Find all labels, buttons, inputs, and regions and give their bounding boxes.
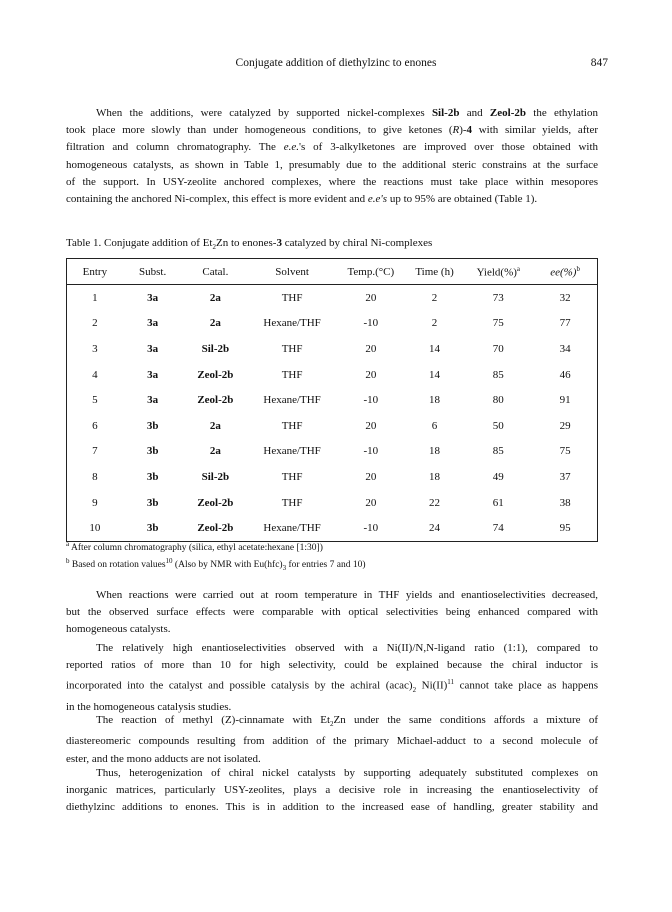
cell-catal: 2a [209,317,221,330]
cell-entry: 7 [92,445,98,458]
table-row [67,439,598,465]
cell-yield: 70 [492,342,504,355]
cell-yield: 73 [492,291,504,304]
cell-subst: 3a [147,291,159,304]
table-row [67,362,598,388]
cell-solvent: Hexane/THF [263,445,321,458]
col-catal: Catal. [183,259,249,285]
cell-catal: Zeol-2b [197,522,234,535]
para4-line-1: The reaction of methyl (Z)-cinnamate with $Et_2Zn$ under the same conditions affords a mixture of [96,714,598,729]
cell-ee: 37 [559,470,571,483]
table-row [67,413,598,439]
cell-time: 6 [431,419,438,432]
paragraph-5 [66,765,598,817]
table-row [67,311,598,337]
footnote-a: $^a$ After column chromatography (silica, ethyl acetate:hexane [1:30]) [66,540,323,554]
cell-entry: 6 [92,419,98,432]
cell-yield: 85 [492,445,504,458]
cell-temp: -10 [363,522,379,535]
cell-time: 14 [429,342,441,355]
col-solvent: Solvent [248,259,336,285]
table-body [67,285,598,542]
cell-solvent: THF [281,470,303,483]
footnote-b: $^b$ Based on rotation values$^{10}$ (Also by NMR with $Eu(hfc)_3$ for entries 7 and 10) [66,557,366,573]
cell-catal: 2a [209,445,221,458]
col-temp: Temp.(°C) [336,259,406,285]
cell-subst: 3a [147,368,159,381]
cell-yield: 74 [492,522,504,535]
para2-line-3: homogeneous catalysts. [66,623,171,636]
para2-line-2: but the observed surface effects were comparable with optical selectivities being enhanced compared with [66,606,598,619]
cell-yield: 61 [492,496,504,509]
cell-ee: 32 [559,291,571,304]
table-row [67,515,598,541]
para3-line-3: incorporated into the catalyst and possible catalysis by the achiral $(acac)_2$ Ni(II)$^{11}$ cannot take place as happens [66,678,598,695]
para1-line-4: homogeneous catalysts, as shown in Table 1, presumably due to the additional steric constrains at the surface [66,158,598,171]
cell-subst: 3b [146,470,159,483]
cell-temp: 20 [365,496,377,509]
col-time: Time (h) [406,259,464,285]
table-caption: Table 1. Conjugate addition of $Et_2Zn$ to enones-3 catalyzed by chiral Ni-complexes [66,237,433,252]
cell-time: 14 [429,368,441,381]
para1-line-3: filtration and column chromatography. The e.e.'s of 3-alkylketones are improved over those obtained with [66,141,598,154]
cell-entry: 8 [92,470,98,483]
cell-time: 2 [431,291,438,304]
cell-temp: 20 [365,470,377,483]
cell-time: 18 [429,445,441,458]
cell-solvent: THF [281,419,303,432]
cell-time: 18 [429,470,441,483]
cell-ee: 29 [559,419,571,432]
cell-catal: 2a [209,419,221,432]
cell-ee: 77 [559,317,571,330]
col-ee: ee(%)$^b$ [533,259,597,285]
cell-temp: -10 [363,317,379,330]
running-title: Conjugate addition of diethylzinc to enones [235,57,437,69]
cell-ee: 46 [559,368,571,381]
cell-subst: 3a [147,394,159,407]
cell-catal: Zeol-2b [197,394,234,407]
cell-time: 22 [429,496,441,509]
cell-subst: 3a [147,342,159,355]
cell-temp: 20 [365,419,377,432]
cell-yield: 85 [492,368,504,381]
cell-temp: -10 [363,394,379,407]
table-row [67,336,598,362]
cell-yield: 80 [492,394,504,407]
cell-yield: 50 [492,419,504,432]
cell-solvent: Hexane/THF [263,522,321,535]
cell-solvent: THF [281,291,303,304]
cell-time: 18 [429,394,441,407]
cell-temp: 20 [365,342,377,355]
cell-solvent: Hexane/THF [263,317,321,330]
table-header-row [67,259,598,285]
cell-entry: 5 [92,394,98,407]
col-subst: Subst. [123,259,183,285]
cell-solvent: THF [281,342,303,355]
col-entry: Entry [67,259,123,285]
cell-catal: Sil-2b [201,342,230,355]
paragraph-4 [66,712,598,768]
running-header [0,57,672,73]
cell-ee: 38 [559,496,571,509]
table-row [67,387,598,413]
para5-line-2: inorganic matrices, particularly USY-zeolites, plays a decisive role in increasing the enantioselectivity of [66,784,598,797]
para4-line-2: diastereomeric compounds resulting from addition of the primary Michael-adduct to a second molecule of [66,735,598,748]
cell-solvent: Hexane/THF [263,394,321,407]
paragraph-3 [66,640,598,717]
para1-line-2: took place more slowly than under homogeneous conditions, to give ketones (R)-4 with similar yields, after [66,124,599,137]
cell-time: 2 [431,317,438,330]
cell-temp: 20 [365,368,377,381]
cell-entry: 4 [92,368,98,381]
col-yield: Yield(%)$^a$ [463,259,533,285]
cell-ee: 95 [559,522,571,535]
para3-line-1: The relatively high enantioselectivities observed with a Ni(II)/N,N-ligand ratio (1:1), compared to [96,642,598,654]
cell-temp: -10 [363,445,379,458]
para2-line-1: When reactions were carried out at room temperature in THF yields and enantioselectivities decreased, [96,589,598,601]
para3-line-2: reported ratios of more than 10 for high selectivity, could be explained because the chiral inductor is [66,659,598,672]
para4-line-3: ester, and the mono adducts are not isolated. [66,752,261,765]
table-row [67,490,598,516]
cell-solvent: THF [281,368,303,381]
cell-solvent: THF [281,496,303,509]
cell-subst: 3b [146,496,159,509]
cell-ee: 91 [559,394,571,407]
para1-line-6: containing the anchored Ni-complex, this effect is more evident and e.e's up to 95% are obtained (Table 1). [66,193,538,206]
cell-catal: Zeol-2b [197,368,234,381]
cell-ee: 75 [559,445,571,458]
para1-line-1: When the additions, were catalyzed by supported nickel-complexes Sil-2b and Zeol-2b the ethylation [96,107,598,119]
cell-subst: 3b [146,522,159,535]
cell-subst: 3a [147,317,159,330]
para1-line-5: of the support. In USY-zeolite anchored complexes, where the reactions must take place within mesopores [66,175,598,188]
cell-entry: 9 [92,496,98,509]
table-row [67,285,598,311]
cell-yield: 49 [492,470,504,483]
cell-subst: 3b [146,445,159,458]
cell-ee: 34 [559,342,571,355]
results-table [66,258,598,542]
cell-catal: Zeol-2b [197,496,234,509]
para5-line-3: diethylzinc additions to enones. This is in addition to the increased ease of handling, greater stability and [66,801,598,814]
cell-catal: 2a [209,291,221,304]
para3-line-4: in the homogeneous catalysis studies. [66,701,232,714]
cell-subst: 3b [146,419,159,432]
cell-temp: 20 [365,291,377,304]
cell-entry: 1 [92,291,98,304]
cell-entry: 10 [89,522,101,535]
paragraph-1 [66,105,598,208]
paragraph-2 [66,587,598,639]
cell-entry: 2 [92,317,98,330]
page-number: 847 [590,57,608,69]
para5-line-1: Thus, heterogenization of chiral nickel catalysts by supporting adequately substituted complexes on [96,767,598,779]
cell-catal: Sil-2b [201,470,230,483]
cell-entry: 3 [92,342,98,355]
cell-time: 24 [429,522,441,535]
table-row [67,464,598,490]
cell-yield: 75 [492,317,504,330]
